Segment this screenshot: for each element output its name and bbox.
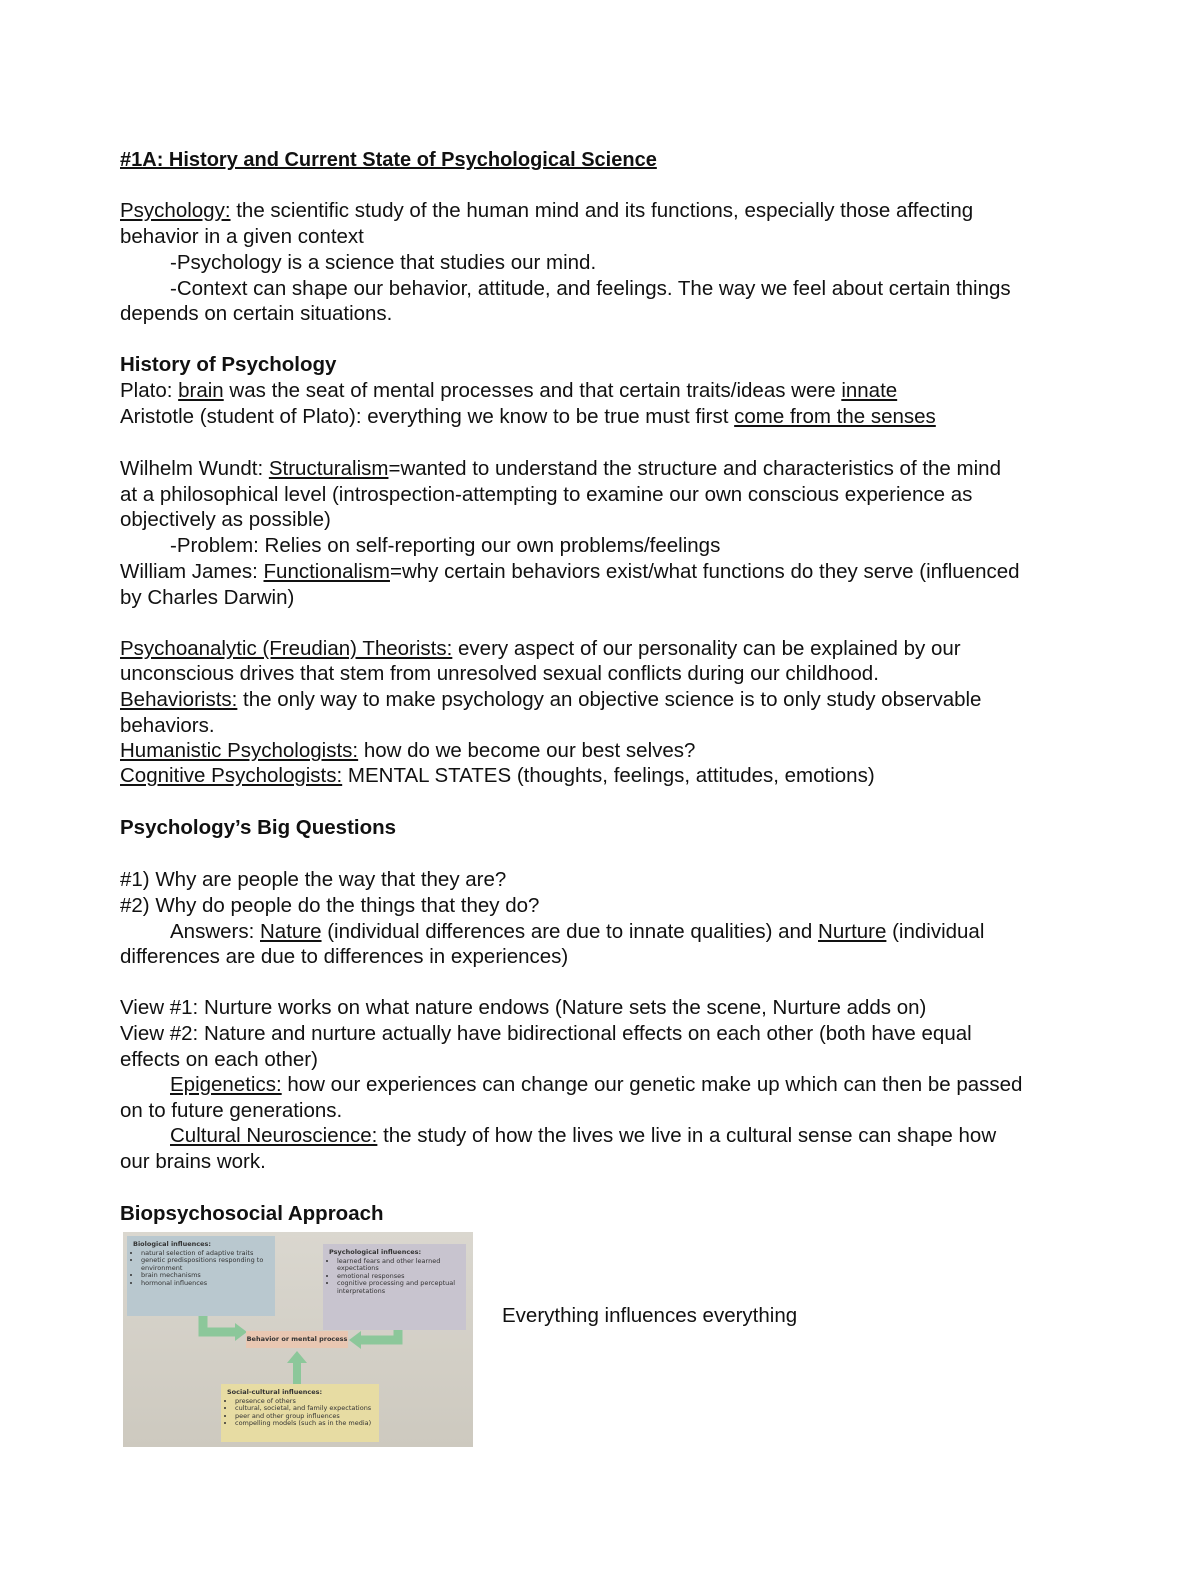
section-heading: Psychology’s Big Questions	[120, 816, 397, 839]
text-line: on to future generations.	[120, 1099, 343, 1122]
box-title: Psychological influences:	[329, 1248, 422, 1256]
text-line: effects on each other)	[120, 1048, 318, 1071]
social-cultural-influences-box	[221, 1384, 379, 1442]
biopsychosocial-diagram-image	[123, 1232, 473, 1447]
text-line	[120, 738, 695, 764]
text: was the seat of mental processes and that certain traits/ideas were	[223, 379, 842, 402]
text: Wilhelm Wundt:	[120, 457, 269, 480]
underlined-term: Behaviorists:	[120, 688, 238, 711]
list-item: • cultural, societal, and family expectations	[235, 1405, 373, 1413]
text-line: unconscious drives that stem from unresolved sexual conflicts during our childhood.	[120, 662, 879, 685]
text: Answers:	[170, 920, 260, 943]
psychological-influences-box	[323, 1244, 466, 1330]
text-line	[170, 1072, 1022, 1098]
text-line: objectively as possible)	[120, 508, 331, 531]
text-line: depends on certain situations.	[120, 302, 393, 325]
arrow-up-icon	[287, 1351, 307, 1363]
section-heading: History of Psychology	[120, 353, 337, 376]
arrow-left-icon	[349, 1331, 361, 1349]
text-line: View #1: Nurture works on what nature endows (Nature sets the scene, Nurture adds on)	[120, 996, 927, 1019]
text: the only way to make psychology an objective science is to only study observable	[237, 688, 982, 711]
text: (individual	[886, 920, 985, 943]
list-item: • genetic predispositions responding to environment	[141, 1257, 269, 1272]
underlined-term: Functionalism	[263, 560, 390, 583]
box-title: Social-cultural influences:	[227, 1388, 323, 1396]
underlined-term: Epigenetics:	[170, 1073, 282, 1096]
text-line: -Psychology is a science that studies our mind.	[170, 251, 597, 274]
underlined-term: Nurture	[818, 920, 887, 943]
list-item: • presence of others	[235, 1398, 373, 1406]
list-item: • cognitive processing and perceptual interpretations	[337, 1280, 460, 1295]
list-item: • learned fears and other learned expectations	[337, 1258, 460, 1273]
underlined-term: Cognitive Psychologists:	[120, 764, 343, 787]
underlined-term: innate	[841, 379, 898, 402]
text-line	[170, 1123, 996, 1149]
list-item: • compelling models (such as in the media)	[235, 1420, 373, 1428]
text: =why certain behaviors exist/what functions do they serve (influenced	[389, 560, 1020, 583]
text-line: #1) Why are people the way that they are?	[120, 868, 507, 891]
section-heading: Biopsychosocial Approach	[120, 1202, 384, 1225]
list-item: • peer and other group influences	[235, 1413, 373, 1421]
text: the scientific study of the human mind and its functions, especially those affecting	[230, 199, 974, 222]
biological-influences-box	[127, 1236, 275, 1316]
behavior-box: Behavior or mental process	[246, 1331, 348, 1348]
text-line: -Context can shape our behavior, attitude, and feelings. The way we feel about certain things	[170, 277, 1011, 300]
text: (individual differences are due to innate qualities) and	[321, 920, 819, 943]
text: every aspect of our personality can be explained by our	[452, 637, 961, 660]
text-line	[120, 378, 897, 404]
list-item: • emotional responses	[337, 1273, 460, 1281]
term: Psychology:	[120, 199, 231, 222]
text-line: behavior in a given context	[120, 225, 364, 248]
text-line	[170, 919, 984, 945]
underlined-term: Nature	[260, 920, 322, 943]
text: the study of how the lives we live in a cultural sense can shape how	[377, 1124, 997, 1147]
text: how our experiences can change our genetic make up which can then be passed	[281, 1073, 1023, 1096]
text-line	[120, 763, 875, 789]
list-item: • brain mechanisms	[141, 1272, 269, 1280]
text: Plato:	[120, 379, 179, 402]
psychology-definition	[120, 198, 973, 224]
text: MENTAL STATES (thoughts, feelings, attitudes, emotions)	[342, 764, 875, 787]
text-line: at a philosophical level (introspection-attempting to examine our own conscious experience as	[120, 483, 973, 506]
text-line: behaviors.	[120, 714, 215, 737]
text: Aristotle (student of Plato): everything we know to be true must first	[120, 405, 735, 428]
text-line	[120, 404, 936, 430]
list-item: • hormonal influences	[141, 1280, 269, 1288]
diagram-caption: Everything influences everything	[502, 1304, 798, 1327]
underlined-term: Structuralism	[268, 457, 389, 480]
text-line	[120, 636, 961, 662]
list-item: • natural selection of adaptive traits	[141, 1250, 269, 1258]
page-title: #1A: History and Current State of Psychological Science	[120, 149, 657, 171]
text-line: -Problem: Relies on self-reporting our own problems/feelings	[170, 534, 721, 557]
text-line	[120, 559, 1020, 585]
text-line: our brains work.	[120, 1150, 266, 1173]
text-line	[120, 687, 981, 713]
underlined-term: Psychoanalytic (Freudian) Theorists:	[120, 637, 453, 660]
text-line: View #2: Nature and nurture actually have bidirectional effects on each other (both have equal	[120, 1022, 972, 1045]
box-title: Biological influences:	[133, 1240, 212, 1248]
text-line	[120, 456, 1001, 482]
underlined-term: brain	[178, 379, 224, 402]
text: William James:	[120, 560, 264, 583]
text-line: differences are due to differences in experiences)	[120, 945, 569, 968]
text: =wanted to understand the structure and characteristics of the mind	[388, 457, 1001, 480]
text-line: by Charles Darwin)	[120, 586, 295, 609]
underlined-term: Cultural Neuroscience:	[170, 1124, 378, 1147]
underlined-term: Humanistic Psychologists:	[120, 739, 359, 762]
text: how do we become our best selves?	[358, 739, 696, 762]
underlined-term: come from the senses	[734, 405, 936, 428]
text-line: #2) Why do people do the things that they do?	[120, 894, 540, 917]
